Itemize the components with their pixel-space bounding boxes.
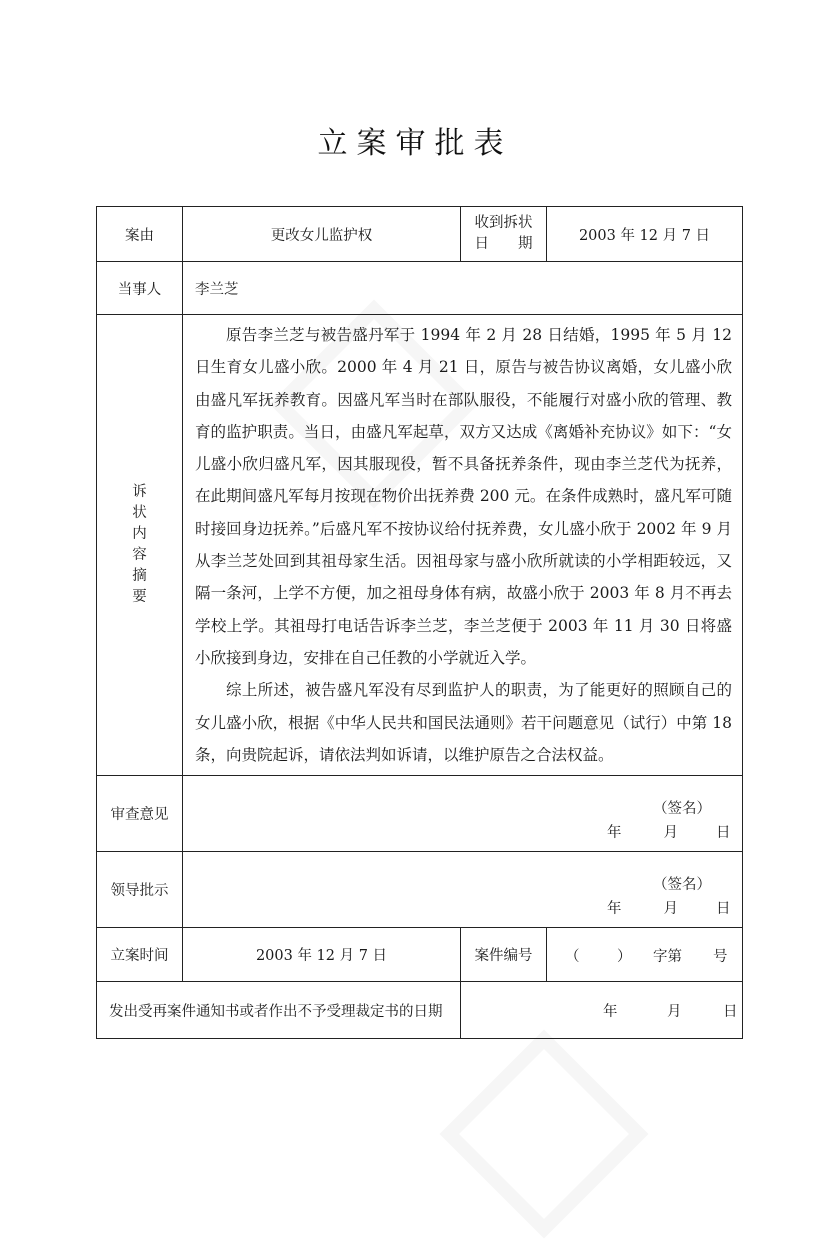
complaint-summary [183,315,743,776]
received-label-line2: 日 期 [474,236,533,252]
case-reason-row [97,207,743,262]
party-value: 李兰芝 [183,262,743,315]
review-label: 审查意见 [97,776,183,852]
case-number-value [547,928,743,982]
review-month: 月 [663,824,678,841]
review-area [183,776,743,852]
case-number-zidi: 字第 [653,948,682,965]
case-number-paren-close: ） [617,948,632,965]
leader-year: 年 [607,900,622,917]
complaint-label-char: 要 [132,589,147,606]
leader-month: 月 [663,900,678,917]
complaint-row [97,315,743,776]
party-label: 当事人 [97,262,183,315]
review-day: 日 [716,824,731,841]
complaint-label-char: 诉 [132,484,147,501]
complaint-label-char: 状 [132,505,147,522]
case-number-label: 案件编号 [461,928,547,982]
leader-day: 日 [716,900,731,917]
filing-time-value: 2003 年 12 月 7 日 [183,928,461,982]
review-sign: （签名） [653,800,711,817]
filing-row [97,928,743,982]
watermark-shape [439,1029,648,1238]
received-label-line1: 收到拆状 [474,215,533,231]
leader-label: 领导批示 [97,852,183,928]
case-number-hao: 号 [713,948,728,965]
approval-form-table [96,206,743,1039]
leader-row [97,852,743,928]
review-row [97,776,743,852]
notice-year: 年 [603,1004,618,1021]
complaint-label-char: 内 [132,526,147,543]
complaint-label [97,315,183,776]
notice-date [461,982,743,1039]
review-year: 年 [607,824,622,841]
complaint-label-char: 容 [132,547,147,564]
case-number-paren-open: （ [565,948,580,965]
party-row [97,262,743,315]
received-date-value: 2003 年 12 月 7 日 [547,207,743,262]
leader-date [607,897,731,918]
review-date [607,821,731,842]
complaint-paragraph: 综上所述，被告盛凡军没有尽到监护人的职责，为了能更好的照顾自己的女儿盛小欣，根据《中华人民共和国民法通则》若干问题意见（试行）中第 18 条，向贵院起诉，请依法判如诉请，以维护原告之合法权益。 [195,681,732,764]
complaint-label-char: 摘 [132,568,147,585]
leader-area [183,852,743,928]
notice-row [97,982,743,1039]
filing-time-label: 立案时间 [97,928,183,982]
case-reason-value: 更改女儿监护权 [183,207,461,262]
case-reason-label: 案由 [97,207,183,262]
notice-month: 月 [667,1004,682,1021]
notice-day: 日 [723,1004,738,1021]
notice-label: 发出受再案件通知书或者作出不予受理裁定书的日期 [97,982,461,1039]
leader-sign: （签名） [653,876,711,893]
received-date-label [461,207,547,262]
complaint-paragraph: 原告李兰芝与被告盛丹军于 1994 年 2 月 28 日结婚，1995 年 5 月 12 日生育女儿盛小欣。2000 年 4 月 21 日，原告与被告协议离婚，女儿盛小欣由盛凡军抚养教育。因盛凡军当时在部队服役，不能履行对盛小欣的管理、教育的监护职责。当日，由盛凡军起草，双方又达成《离婚补充协议》如下：“女儿盛小欣归盛凡军，因其服现役，暂不具备抚养条件，现由李兰芝代为抚养，在此期间盛凡军每月按现在物价出抚养费 200 元。在条件成熟时，盛凡军可随时接回身边抚养。”后盛凡军不按协议给付抚养费，女儿盛小欣于 2002 年 9 月从李兰芝处回到其祖母家生活。因祖母家与盛小欣所就读的小学相距较远，又隔一条河，上学不方便，加之祖母身体有病，故盛小欣于 2003 年 8 月不再去学校上学。其祖母打电话告诉李兰芝，李兰芝便于 2003 年 11 月 30 日将盛小欣接到身边，安排在自己任教的小学就近入学。 [195,326,732,667]
page-title: 立案审批表 [317,126,513,161]
